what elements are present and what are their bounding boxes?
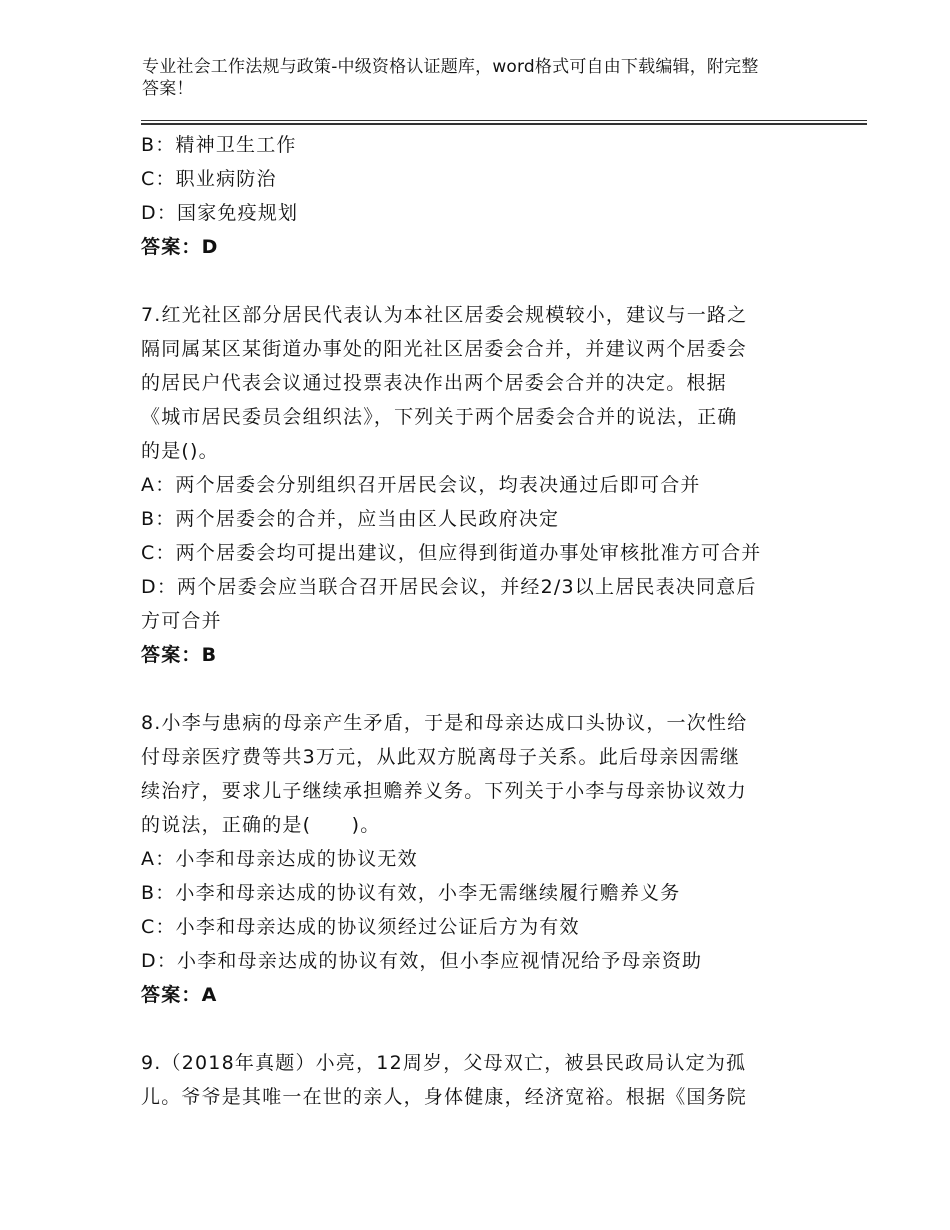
spacer bbox=[141, 1012, 811, 1046]
option-c: C：小李和母亲达成的协议须经过公证后方为有效 bbox=[141, 916, 580, 938]
question-stem-line: 的是()。 bbox=[141, 440, 219, 462]
page-header bbox=[142, 56, 832, 100]
document-body bbox=[141, 128, 811, 1114]
question-stem-line: 7.红光社区部分居民代表认为本社区居委会规模较小，建议与一路之 bbox=[141, 304, 748, 326]
question-stem-line: 8.小李与患病的母亲产生矛盾，于是和母亲达成口头协议，一次性给 bbox=[141, 712, 748, 734]
option-b: B：精神卫生工作 bbox=[141, 134, 297, 156]
question-9 bbox=[141, 1046, 811, 1114]
option-a: A：两个居委会分别组织召开居民会议，均表决通过后即可合并 bbox=[141, 474, 701, 496]
question-stem-line: 隔同属某区某街道办事处的阳光社区居委会合并，并建议两个居委会 bbox=[141, 338, 748, 360]
answer: 答案：A bbox=[141, 984, 218, 1006]
option-b: B：两个居委会的合并，应当由区人民政府决定 bbox=[141, 508, 560, 530]
question-stem-line: 付母亲医疗费等共3万元，从此双方脱离母子关系。此后母亲因需继 bbox=[141, 746, 741, 768]
header-title-line2: 答案！ bbox=[142, 79, 194, 99]
question-stem-line: 的居民户代表会议通过投票表决作出两个居委会合并的决定。根据 bbox=[141, 372, 727, 394]
header-divider-thick bbox=[141, 123, 867, 125]
header-divider-thin bbox=[141, 120, 867, 121]
question-8 bbox=[141, 706, 811, 1012]
option-d: D：小李和母亲达成的协议有效，但小李应视情况给予母亲资助 bbox=[141, 950, 703, 972]
header-title-line1: 专业社会工作法规与政策-中级资格认证题库，word格式可自由下载编辑，附完整 bbox=[142, 57, 759, 77]
option-b: B：小李和母亲达成的协议有效，小李无需继续履行赡养义务 bbox=[141, 882, 681, 904]
option-a: A：小李和母亲达成的协议无效 bbox=[141, 848, 418, 870]
spacer bbox=[141, 672, 811, 706]
question-7 bbox=[141, 298, 811, 672]
option-c: C：职业病防治 bbox=[141, 168, 277, 190]
question-stem-line: 续治疗，要求儿子继续承担赡养义务。下列关于小李与母亲协议效力 bbox=[141, 780, 748, 802]
answer: 答案：B bbox=[141, 644, 218, 666]
prev-question bbox=[141, 128, 811, 264]
question-stem-line: 儿。爷爷是其唯一在世的亲人，身体健康，经济宽裕。根据《国务院 bbox=[141, 1086, 748, 1108]
answer: 答案：D bbox=[141, 236, 219, 258]
option-d-continued: 方可合并 bbox=[141, 610, 222, 632]
question-stem-line: 《城市居民委员会组织法》，下列关于两个居委会合并的说法，正确 bbox=[141, 406, 738, 428]
question-stem-line: 9.（2018年真题）小亮，12周岁，父母双亡，被县民政局认定为孤 bbox=[141, 1052, 747, 1074]
option-c: C：两个居委会均可提出建议，但应得到街道办事处审核批准方可合并 bbox=[141, 542, 762, 564]
option-d: D：国家免疫规划 bbox=[141, 202, 299, 224]
spacer bbox=[141, 264, 811, 298]
option-d: D：两个居委会应当联合召开居民会议，并经2/3以上居民表决同意后 bbox=[141, 576, 757, 598]
question-stem-line: 的说法，正确的是( )。 bbox=[141, 814, 381, 836]
